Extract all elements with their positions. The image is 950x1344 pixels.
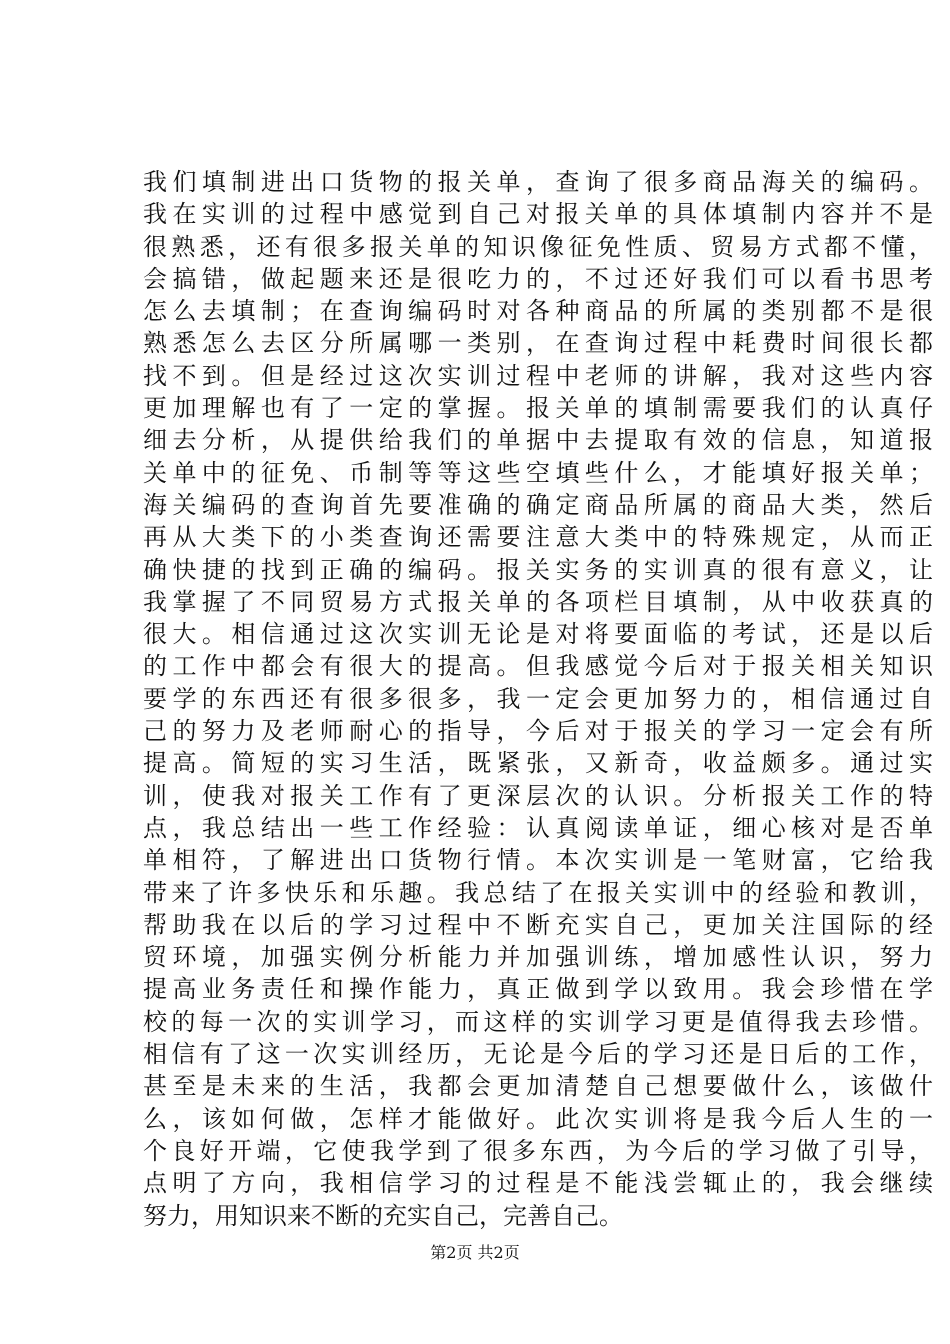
text-line: 很熟悉，还有很多报关单的知识像征免性质、贸易方式都不懂， xyxy=(143,232,933,261)
text-line: 确快捷的找到正确的编码。报关实务的实训真的很有意义，让 xyxy=(143,555,933,584)
text-line: 单相符，了解进出口货物行情。本次实训是一笔财富，它给我 xyxy=(143,846,933,875)
text-line: 点，我总结出一些工作经验：认真阅读单证，细心核对是否单 xyxy=(143,813,933,842)
page-footer: 第2页 共2页 xyxy=(430,1243,520,1262)
text-line: 的工作中都会有很大的提高。但我感觉今后对于报关相关知识 xyxy=(143,652,933,681)
text-line: 很大。相信通过这次实训无论是对将要面临的考试，还是以后 xyxy=(143,620,933,649)
text-line: 再从大类下的小类查询还需要注意大类中的特殊规定，从而正 xyxy=(143,523,933,552)
text-line: 要学的东西还有很多很多，我一定会更加努力的，相信通过自 xyxy=(143,684,933,713)
text-line: 怎么去填制；在查询编码时对各种商品的所属的类别都不是很 xyxy=(143,297,933,326)
text-line: 帮助我在以后的学习过程中不断充实自己，更加关注国际的经 xyxy=(143,910,933,939)
text-line: 点明了方向，我相信学习的过程是不能浅尝辄止的，我会继续 xyxy=(143,1169,933,1198)
text-line: 我掌握了不同贸易方式报关单的各项栏目填制，从中收获真的 xyxy=(143,587,933,616)
text-line: 熟悉怎么去区分所属哪一类别，在查询过程中耗费时间很长都 xyxy=(143,329,933,358)
text-line: 更加理解也有了一定的掌握。报关单的填制需要我们的认真仔 xyxy=(143,394,933,423)
text-line: 己的努力及老师耐心的指导，今后对于报关的学习一定会有所 xyxy=(143,717,933,746)
text-line: 海关编码的查询首先要准确的确定商品所属的商品大类，然后 xyxy=(143,490,933,519)
text-line: 校的每一次的实训学习，而这样的实训学习更是值得我去珍惜。 xyxy=(143,1007,933,1036)
text-line: 关单中的征免、币制等等这些空填些什么，才能填好报关单； xyxy=(143,458,933,487)
text-line: 提高业务责任和操作能力，真正做到学以致用。我会珍惜在学 xyxy=(143,975,933,1004)
text-line: 个良好开端，它使我学到了很多东西，为今后的学习做了引导， xyxy=(143,1136,933,1165)
text-line: 甚至是未来的生活，我都会更加清楚自己想要做什么，该做什 xyxy=(143,1072,933,1101)
body-text xyxy=(143,166,933,1232)
text-line: 我在实训的过程中感觉到自己对报关单的具体填制内容并不是 xyxy=(143,200,933,229)
text-line: 细去分析，从提供给我们的单据中去提取有效的信息，知道报 xyxy=(143,426,933,455)
text-line: 么，该如何做，怎样才能做好。此次实训将是我今后人生的一 xyxy=(143,1104,933,1133)
text-line: 带来了许多快乐和乐趣。我总结了在报关实训中的经验和教训， xyxy=(143,878,933,907)
text-line: 训，使我对报关工作有了更深层次的认识。分析报关工作的特 xyxy=(143,781,933,810)
text-line: 会搞错，做起题来还是很吃力的，不过还好我们可以看书思考 xyxy=(143,264,933,293)
text-line: 我们填制进出口货物的报关单，查询了很多商品海关的编码。 xyxy=(143,168,933,196)
text-line: 努力，用知识来不断的充实自己，完善自己。 xyxy=(143,1201,623,1230)
text-line: 贸环境，加强实例分析能力并加强训练，增加感性认识，努力 xyxy=(143,943,933,972)
text-line: 提高。简短的实习生活，既紧张，又新奇，收益颇多。通过实 xyxy=(143,749,933,778)
text-line: 找不到。但是经过这次实训过程中老师的讲解，我对这些内容 xyxy=(143,361,933,390)
text-line: 相信有了这一次实训经历，无论是今后的学习还是日后的工作， xyxy=(143,1040,933,1069)
